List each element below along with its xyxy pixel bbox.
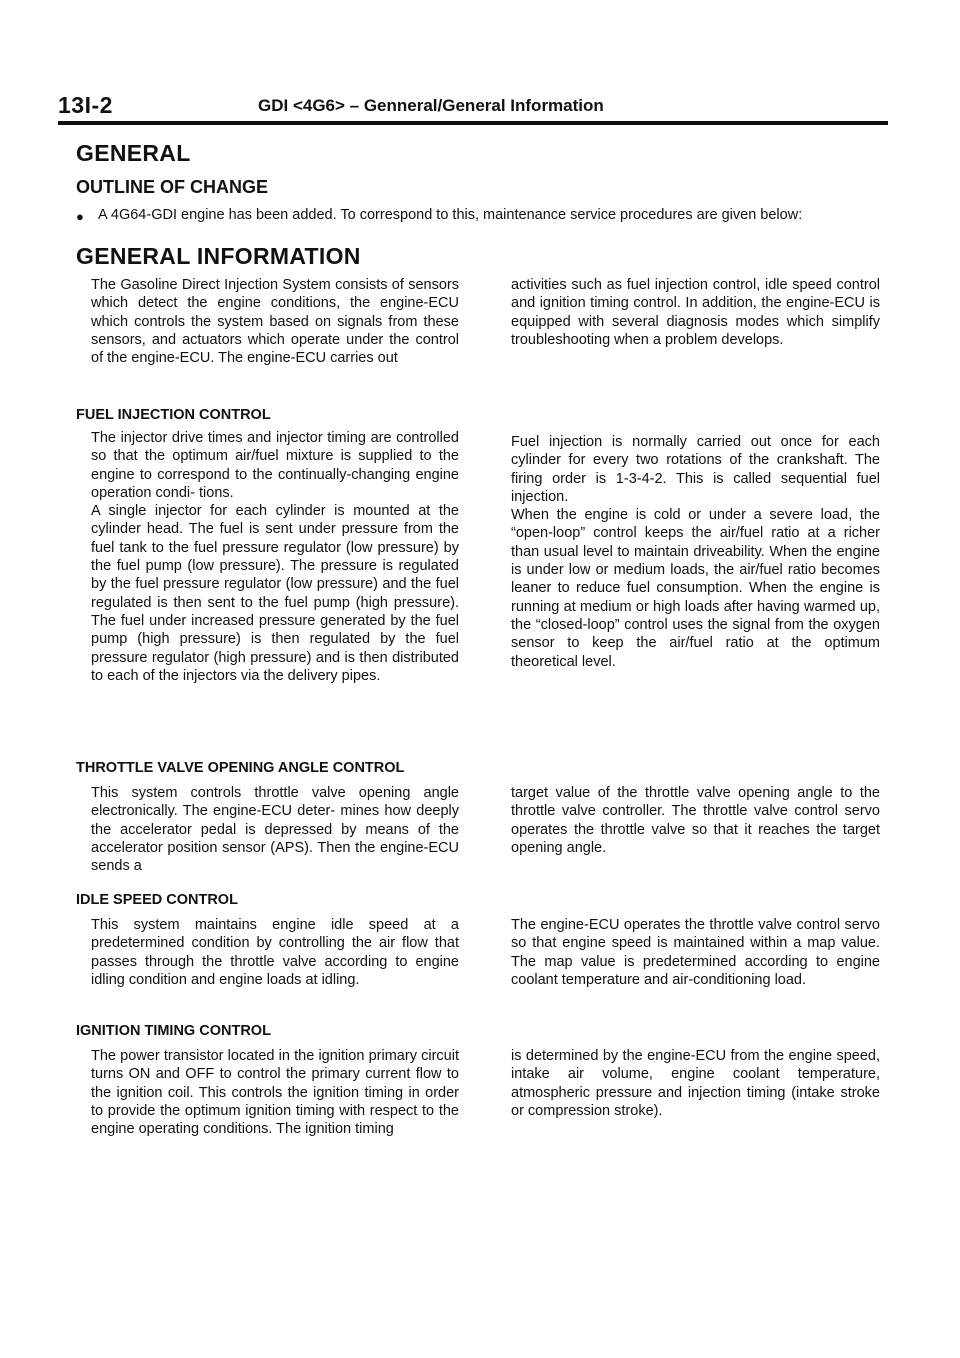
paragraph: The power transistor located in the ignition primary circuit turns ON and OFF to control the primary current flow to the ignition coil. This controls the ignition timing in order to provide the optimum ignition timing with respect to the engine operating conditions. The ignition timing — [91, 1048, 459, 1138]
paragraph: A single injector for each cylinder is mounted at the cylinder head. The fuel is sent under pressure from the fuel tank to the fuel pressure regulator (low pressure) by the fuel pump (low pressure). The pressure is regulated by the fuel pressure regulator (low pressure) and the fuel regulated is then sent to the fuel pump (high pressure). The fuel under increased pressure generated by the fuel pump (high pressure) is then regulated by the fuel pressure regulator (high pressure) and is then distributed to each of the injectors via the delivery pipes. — [91, 503, 459, 684]
paragraph: The Gasoline Direct Injection System consists of sensors which detect the engine conditions, the engine-ECU which controls the system based on signals from these sensors, and actuators which operate under the control of the engine-ECU. The engine-ECU carries out — [91, 277, 459, 367]
paragraph: activities such as fuel injection control, idle speed control and ignition timing control. In addition, the engine-ECU is equipped with several diagnosis modes which simplify troubleshooting when a problem develops. — [511, 277, 880, 348]
idle-right — [511, 916, 880, 989]
general-information-heading: GENERAL INFORMATION — [76, 243, 361, 269]
paragraph: Fuel injection is normally carried out once for each cylinder for every two rotations of the crankshaft. The firing order is 1-3-4-2. This is called sequential fuel injection. — [511, 434, 880, 505]
bullet-icon: ● — [76, 209, 84, 224]
page-number: 13I-2 — [58, 92, 113, 118]
idle-left — [91, 916, 459, 989]
paragraph: The injector drive times and injector timing are controlled so that the optimum air/fuel mixture is supplied to the engine to correspond to the continually-changing engine operation condi- tions. — [91, 430, 459, 501]
fuel-injection-right — [511, 433, 880, 671]
general-heading: GENERAL — [76, 140, 191, 166]
ignition-right — [511, 1047, 880, 1120]
idle-heading: IDLE SPEED CONTROL — [76, 892, 238, 908]
fuel-injection-left — [91, 429, 459, 685]
general-information-left — [91, 276, 459, 367]
ignition-left — [91, 1047, 459, 1138]
throttle-right — [511, 784, 880, 857]
header-rule — [58, 121, 888, 125]
fuel-injection-heading: FUEL INJECTION CONTROL — [76, 407, 271, 423]
ignition-heading: IGNITION TIMING CONTROL — [76, 1023, 271, 1039]
outline-heading: OUTLINE OF CHANGE — [76, 177, 268, 197]
general-information-right — [511, 276, 880, 349]
page-header — [58, 92, 888, 120]
throttle-left — [91, 784, 459, 875]
paragraph: target value of the throttle valve opening angle to the throttle valve controller. The throttle valve control servo operates the throttle valve so that it reaches the target opening angle. — [511, 785, 880, 856]
outline-text: A 4G64-GDI engine has been added. To correspond to this, maintenance service procedures are given below: — [98, 207, 803, 223]
paragraph: When the engine is cold or under a severe load, the “open-loop” control keeps the air/fuel ratio at a richer than usual level to maintain driveability. When the engine is under low or medium loads, the air/fuel ratio becomes leaner to reduce fuel consumption. When the engine is running at medium or high loads after having warmed up, the “closed-loop” control uses the signal from the oxygen sensor to keep the air/fuel ratio at the optimum theoretical level. — [511, 507, 880, 670]
header-title: GDI <4G6> – Genneral/General Information — [258, 96, 604, 115]
paragraph: is determined by the engine-ECU from the engine speed, intake air volume, engine coolant temperature, atmospheric pressure and injection timing (intake stroke or compression stroke). — [511, 1048, 880, 1119]
paragraph: This system controls throttle valve opening angle electronically. The engine-ECU deter- mines how deeply the accelerator pedal is depressed by means of the accelerator position sensor (APS). Then the engine-ECU sends a — [91, 785, 459, 875]
throttle-heading: THROTTLE VALVE OPENING ANGLE CONTROL — [76, 760, 405, 776]
paragraph: The engine-ECU operates the throttle valve control servo so that engine speed is maintained within a map value. The map value is predetermined according to engine coolant temperature and air-conditioning load. — [511, 917, 880, 988]
paragraph: This system maintains engine idle speed at a predetermined condition by controlling the air flow that passes through the throttle valve according to engine idling condition and engine loads at idling. — [91, 917, 459, 988]
